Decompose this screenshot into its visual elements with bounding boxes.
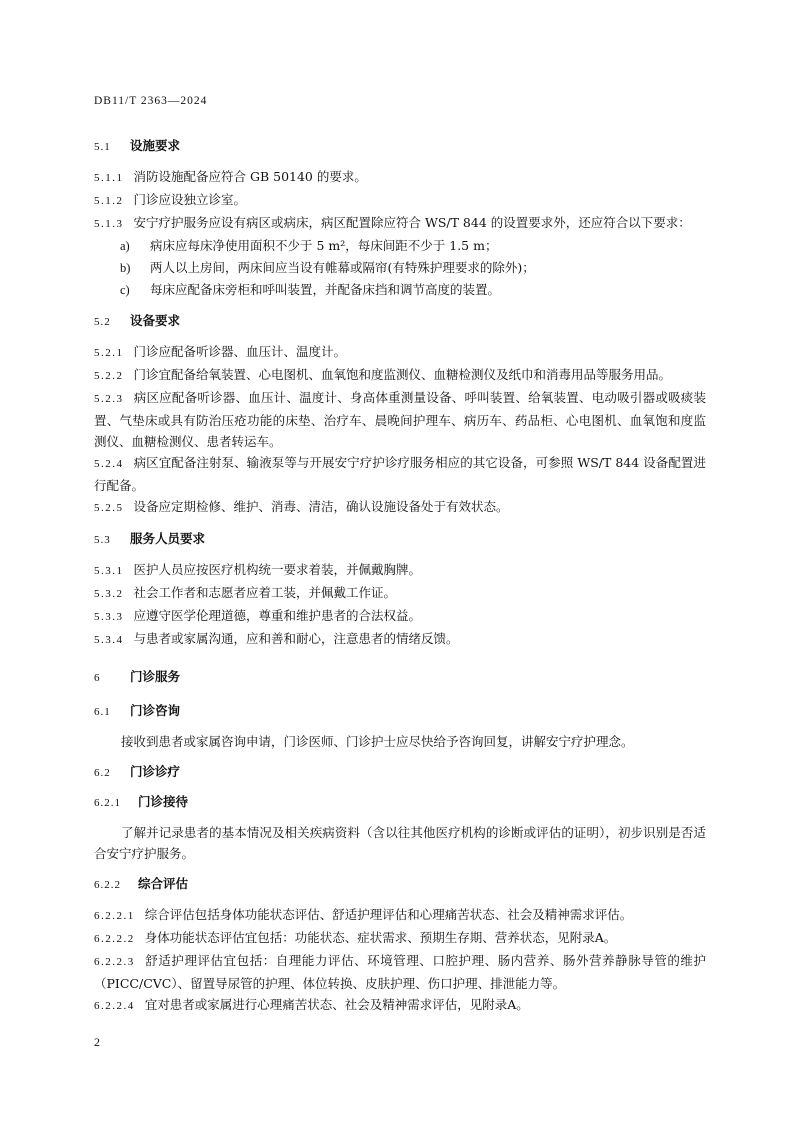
clause-number: 5.2.1 <box>94 347 124 359</box>
section-title: 门诊诊疗 <box>130 764 181 779</box>
section-title: 服务人员要求 <box>130 531 206 546</box>
clause <box>94 364 706 387</box>
chapter-heading <box>94 667 706 685</box>
list-text: 病床应每床净使用面积不少于 5 m²，每床间距不少于 1.5 m； <box>150 238 498 253</box>
list-label: b) <box>120 261 131 275</box>
clause-number: 5.2.3 <box>94 393 124 405</box>
subsection-heading <box>94 792 706 810</box>
page-number: 2 <box>94 1035 100 1049</box>
document-id: DB11/T 2363—2024 <box>94 95 208 107</box>
clause-number: 6.2.2.2 <box>94 933 135 945</box>
clause <box>94 628 706 651</box>
clause-text: 消防设施配备应符合 GB 50140 的要求。 <box>133 169 367 184</box>
clause <box>94 212 706 235</box>
clause <box>94 904 706 927</box>
clause-number: 5.3.3 <box>94 611 124 623</box>
clause-number: 5.3.4 <box>94 634 124 646</box>
chapter-number: 6 <box>94 672 101 684</box>
clause-text: 与患者或家属沟通，应和善和耐心，注意患者的情绪反馈。 <box>133 631 459 646</box>
clause-text: 医护人员应按医疗机构统一要求着装，并佩戴胸牌。 <box>133 562 422 577</box>
clause-text: 设备应定期检修、维护、消毒、清洁，确认设施设备处于有效状态。 <box>133 499 509 514</box>
clause-number: 5.2.2 <box>94 370 124 382</box>
clause-text: 门诊应设独立诊室。 <box>133 192 247 207</box>
clause-number: 6.2.2.3 <box>94 956 135 968</box>
clause-number: 5.1.2 <box>94 195 124 207</box>
section-number: 5.2 <box>94 316 111 328</box>
clause-number: 5.1.1 <box>94 172 124 184</box>
clause <box>94 559 706 582</box>
clause-number: 6.2.2.1 <box>94 910 135 922</box>
clause-text: 门诊宜配备给氧装置、心电图机、血氧饱和度监测仪、血糖检测仪及纸巾和消毒用品等服务用品。 <box>133 367 672 382</box>
clause <box>94 189 706 212</box>
section-number: 6.2 <box>94 767 111 779</box>
clause-number: 5.1.3 <box>94 218 124 230</box>
clause-number: 5.3.2 <box>94 588 124 600</box>
document-body <box>94 120 706 1017</box>
subsection-title: 门诊接待 <box>138 794 189 809</box>
clause <box>94 927 706 950</box>
clause <box>94 605 706 628</box>
subsection-heading <box>94 874 706 892</box>
clause-text: 社会工作者和志愿者应着工装，并佩戴工作证。 <box>133 585 397 600</box>
clause <box>94 994 706 1017</box>
section-heading <box>94 701 706 719</box>
section-heading <box>94 311 706 329</box>
clause-text: 综合评估包括身体功能状态评估、舒适护理评估和心理痛苦状态、社会及精神需求评估。 <box>144 907 633 922</box>
clause-text: 病区应配备听诊器、血压计、温度计、身高体重测量设备、呼叫装置、给氧装置、电动吸引器或吸痰装置、气垫床或具有防治压疮功能的床垫、治疗车、晨晚间护理车、病历车、药品柜、心电图机、血氧饱和度监测仪、血糖检测仪、患者转运车。 <box>94 390 706 449</box>
clause-number: 5.2.4 <box>94 458 124 470</box>
section-number: 6.1 <box>94 706 111 718</box>
subsection-number: 6.2.1 <box>94 797 121 809</box>
list-item <box>94 235 706 257</box>
clause-text: 宜对患者或家属进行心理痛苦状态、社会及精神需求评估，见附录A。 <box>144 997 529 1012</box>
clause-number: 5.3.1 <box>94 565 124 577</box>
section-title: 设施要求 <box>130 138 181 153</box>
clause-text: 病区宜配备注射泵、输液泵等与开展安宁疗护诊疗服务相应的其它设备，可参照 WS/T 844 设备配置进行配备。 <box>94 455 706 493</box>
section-title: 门诊咨询 <box>130 703 181 718</box>
clause-text: 身体功能状态评估宜包括：功能状态、症状需求、预期生存期、营养状态，见附录A。 <box>144 930 617 945</box>
section-heading <box>94 762 706 780</box>
list-item <box>94 257 706 279</box>
clause-number: 5.2.5 <box>94 502 124 514</box>
section-heading <box>94 529 706 547</box>
clause-text: 舒适护理评估宜包括：自理能力评估、环境管理、口腔护理、肠内营养、肠外营养静脉导管的维护（PICC/CVC）、留置导尿管的护理、体位转换、皮肤护理、伤口护理、排泄能力等。 <box>94 953 706 991</box>
list-text: 每床应配备床旁柜和呼叫装置，并配备床挡和调节高度的装置。 <box>150 282 501 297</box>
paragraph: 接收到患者或家属咨询申请，门诊医师、门诊护士应尽快给予咨询回复，讲解安宁疗护理念。 <box>121 734 634 749</box>
chapter-title: 门诊服务 <box>130 669 181 684</box>
list-text: 两人以上房间，两床间应当设有帷幕或隔帘(有特殊护理要求的除外)； <box>150 260 535 275</box>
clause <box>94 166 706 189</box>
list-label: c) <box>120 283 130 297</box>
clause <box>94 496 706 519</box>
section-title: 设备要求 <box>130 313 181 328</box>
subsection-number: 6.2.2 <box>94 879 121 891</box>
clause <box>94 341 706 364</box>
clause-text: 安宁疗护服务应设有病区或病床，病区配置除应符合 WS/T 844 的设置要求外，还应符合以下要求： <box>133 215 691 230</box>
clause <box>94 387 706 452</box>
paragraph: 了解并记录患者的基本情况及相关疾病资料（含以往其他医疗机构的诊断或评估的证明），初步识别是否适合安宁疗护服务。 <box>94 825 706 861</box>
list-label: a) <box>120 239 130 253</box>
clause <box>94 582 706 605</box>
section-number: 5.3 <box>94 534 111 546</box>
section-heading <box>94 136 706 154</box>
list-item <box>94 279 706 301</box>
clause-text: 门诊应配备听诊器、血压计、温度计。 <box>133 344 347 359</box>
clause <box>94 452 706 496</box>
clause-number: 6.2.2.4 <box>94 1000 135 1012</box>
clause <box>94 950 706 994</box>
clause-text: 应遵守医学伦理道德，尊重和维护患者的合法权益。 <box>133 608 422 623</box>
section-number: 5.1 <box>94 141 111 153</box>
subsection-title: 综合评估 <box>138 876 189 891</box>
